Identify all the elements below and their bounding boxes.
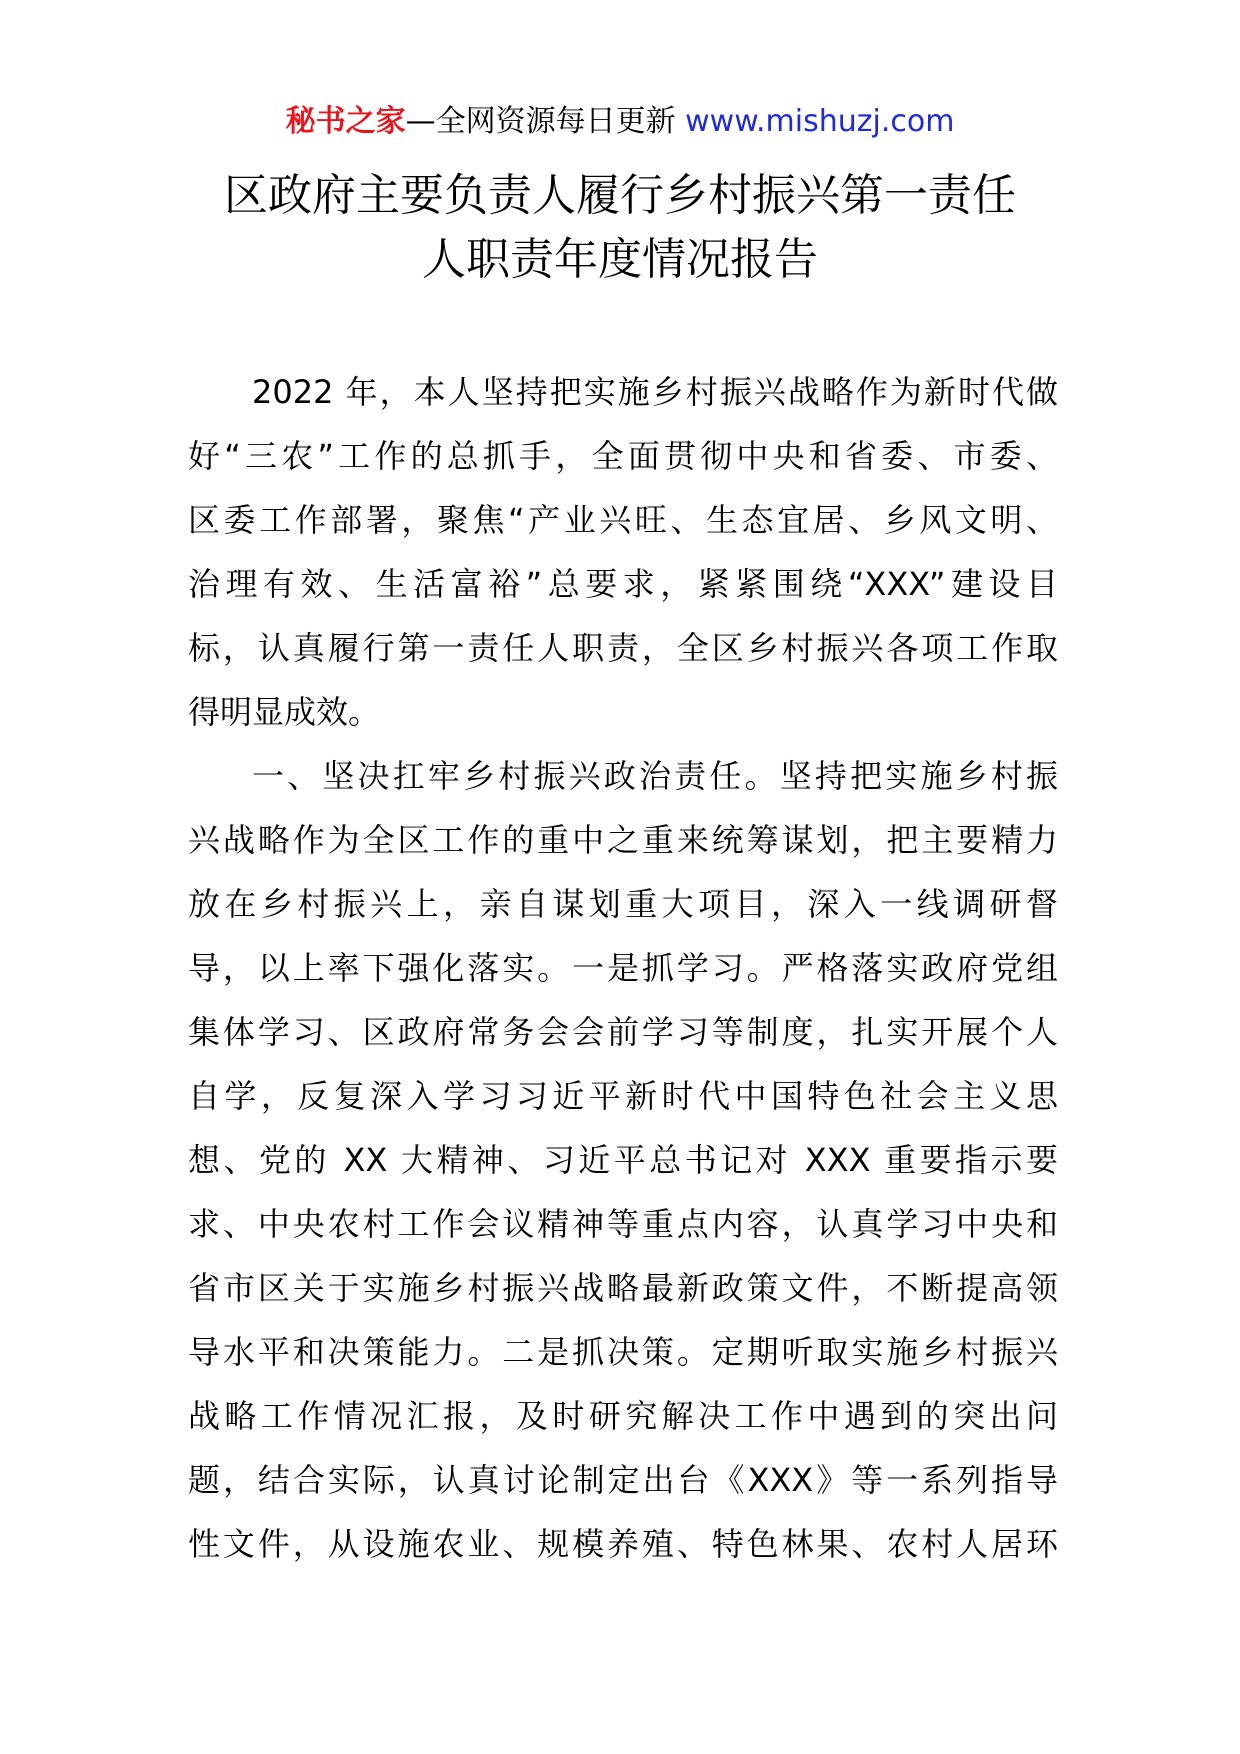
text-line: 自学，反复深入学习习近平新时代中国特色社会主义思 bbox=[188, 1077, 1058, 1115]
site-header bbox=[0, 100, 1240, 144]
title-line-2: 人职责年度情况报告 bbox=[422, 234, 818, 285]
paragraph-intro bbox=[188, 360, 1058, 744]
document-body bbox=[188, 360, 1058, 1576]
text-line: 2022 年，本人坚持把实施乡村振兴战略作为新时代做 bbox=[252, 373, 1058, 411]
text-line: 好“三农”工作的总抓手，全面贯彻中央和省委、市委、 bbox=[188, 437, 1058, 475]
title-line-1: 区政府主要负责人履行乡村振兴第一责任 bbox=[224, 170, 1016, 221]
text-line: 区委工作部署，聚焦“产业兴旺、生态宜居、乡风文明、 bbox=[188, 501, 1058, 539]
site-url-link[interactable]: www.mishuzj.com bbox=[685, 104, 955, 139]
text-line: 集体学习、区政府常务会会前学习等制度，扎实开展个人 bbox=[188, 1013, 1058, 1051]
text-line: 兴战略作为全区工作的重中之重来统筹谋划，把主要精力 bbox=[188, 821, 1058, 859]
text-line: 想、党的 XX 大精神、习近平总书记对 XXX 重要指示要 bbox=[188, 1141, 1058, 1179]
text-line: 战略工作情况汇报，及时研究解决工作中遇到的突出问 bbox=[188, 1397, 1058, 1435]
text-line: 性文件，从设施农业、规模养殖、特色林果、农村人居环 bbox=[188, 1525, 1058, 1563]
paragraph-section-1 bbox=[188, 744, 1058, 1576]
text-line: 导，以上率下强化落实。一是抓学习。严格落实政府党组 bbox=[188, 949, 1058, 987]
text-line: 治理有效、生活富裕”总要求，紧紧围绕“XXX”建设目 bbox=[188, 565, 1058, 603]
document-title bbox=[0, 164, 1240, 292]
text-line: 标，认真履行第一责任人职责，全区乡村振兴各项工作取 bbox=[188, 629, 1058, 667]
text-line: 放在乡村振兴上，亲自谋划重大项目，深入一线调研督 bbox=[188, 885, 1058, 923]
text-line: 省市区关于实施乡村振兴战略最新政策文件，不断提高领 bbox=[188, 1269, 1058, 1307]
text-line: 得明显成效。 bbox=[188, 693, 381, 731]
text-line: 求、中央农村工作会议精神等重点内容，认真学习中央和 bbox=[188, 1205, 1058, 1243]
brand-name: 秘书之家 bbox=[285, 104, 406, 139]
text-line: 一、坚决扛牢乡村振兴政治责任。坚持把实施乡村振 bbox=[252, 757, 1058, 795]
text-line: 导水平和决策能力。二是抓决策。定期听取实施乡村振兴 bbox=[188, 1333, 1058, 1371]
header-tagline: —全网资源每日更新 bbox=[405, 104, 686, 139]
text-line: 题，结合实际，认真讨论制定出台《XXX》等一系列指导 bbox=[188, 1461, 1058, 1499]
